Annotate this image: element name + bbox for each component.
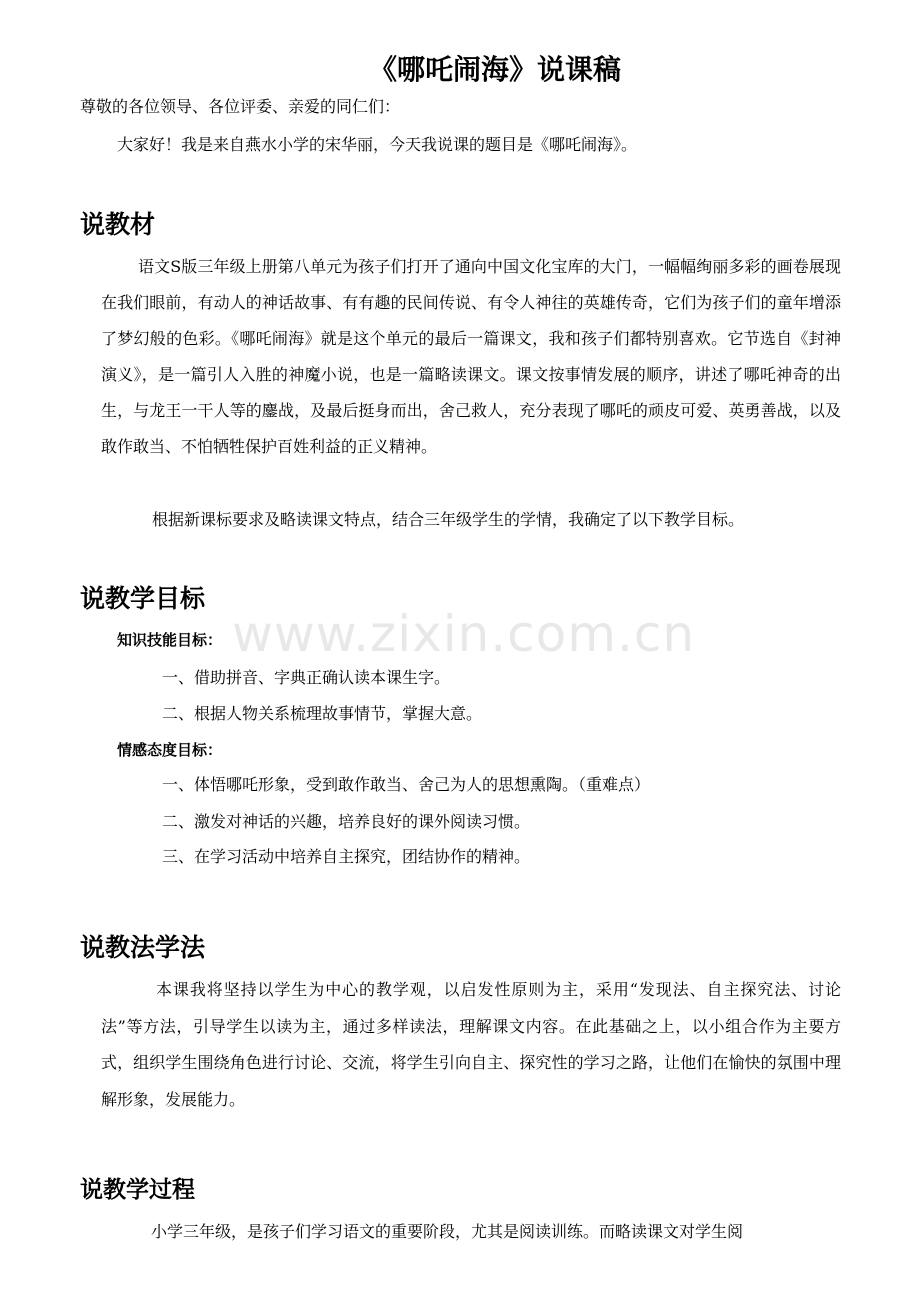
document-title: 《哪吒闹海》说课稿: [368, 53, 621, 86]
knowledge-goals-label: 知识技能目标：: [117, 631, 223, 649]
emotion-goal-item: 三、在学习活动中培养自主探究，团结协作的精神。: [162, 847, 531, 866]
section-heading-material: 说教材: [80, 210, 156, 239]
intro-paragraph: 大家好！我是来自燕水小学的宋华丽，今天我说课的题目是《哪吒闹海》。: [117, 135, 638, 154]
methods-paragraph: 本课我将坚持以学生为中心的教学观，以启发性原则为主，采用“发现法、自主探究法、讨论法”等方法，引导学生以读为主，通过多样读法，理解课文内容。在此基础之上，以小组合作为主要方式，组织学生围绕角色进行讨论、交流，将学生引向自主、探究性的学习之路，让他们在愉快的氛围中理解形象，发展能力。: [101, 980, 841, 1109]
greeting: 尊敬的各位领导、各位评委、亲爱的同仁们：: [80, 97, 401, 116]
section-heading-goals: 说教学目标: [80, 584, 206, 613]
watermark: www.zixin.com.cn: [232, 605, 696, 663]
emotion-goal-item: 二、激发对神话的兴趣，培养良好的课外阅读习惯。: [162, 812, 531, 831]
emotion-goals-label: 情感态度目标：: [117, 741, 223, 759]
section-heading-methods: 说教法学法: [80, 933, 206, 962]
process-paragraph: 小学三年级，是孩子们学习语文的重要阶段，尤其是阅读训练。而略读课文对学生阅: [151, 1222, 744, 1241]
knowledge-goal-item: 一、借助拼音、字典正确认读本课生字。: [162, 668, 451, 687]
knowledge-goal-item: 二、根据人物关系梳理故事情节，掌握大意。: [162, 704, 483, 723]
material-paragraph: 语文S版三年级上册第八单元为孩子们打开了通向中国文化宝库的大门，一幅幅绚丽多彩的画卷展现在我们眼前，有动人的神话故事、有有趣的民间传说、有令人神往的英雄传奇，它们为孩子们的童年增添了梦幻般的色彩。《哪吒闹海》就是这个单元的最后一篇课文，我和孩子们都特别喜欢。它节选自《封神演义》，是一篇引人入胜的神魔小说，也是一篇略读课文。课文按事情发展的顺序，讲述了哪吒神奇的出生，与龙王一干人等的鏖战，及最后挺身而出，舍己救人，充分表现了哪吒的顽皮可爱、英勇善战，以及敢作敢当、不怕牺牲保护百姓利益的正义精神。: [101, 257, 841, 456]
emotion-goal-item: 一、体悟哪吒形象，受到敢作敢当、舍己为人的思想熏陶。（重难点）: [162, 775, 651, 794]
material-goal-paragraph: 根据新课标要求及略读课文特点，结合三年级学生的学情，我确定了以下教学目标。: [152, 510, 745, 529]
section-heading-process: 说教学过程: [80, 1177, 195, 1203]
